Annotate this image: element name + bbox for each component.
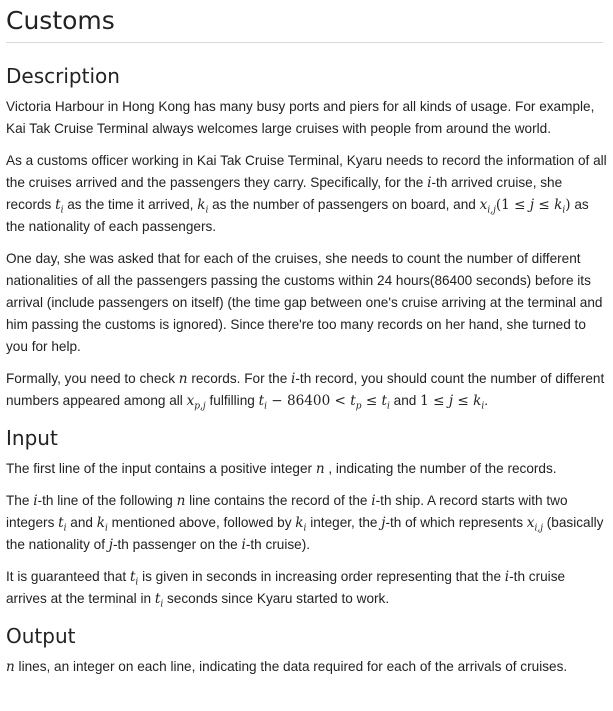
description-paragraph-2: As a customs officer working in Kai Tak Cruise Terminal, Kyaru needs to record the information of all the cruises arrived and the passengers they carry. Specifically, for the i-th arrived cruise, she records $t_i$ as the time it arrived, $k_i$ as the number of passengers on board, and $x_{i,j}(1 \le j \le k_i)$ as the nationality of each passengers. [6, 153, 607, 234]
input-paragraph-3: It is guaranteed that $t_i$ is given in seconds in increasing order representing that the i-th cruise arrives at the terminal in $t_i$ seconds since Kyaru started to work. [6, 569, 566, 610]
description-paragraph-1: Victoria Harbour in Hong Kong has many busy ports and piers for all kinds of usage. For example, Kai Tak Cruise Terminal always welcomes large cruises with people from around the world. [6, 99, 595, 136]
description-heading: Description [6, 64, 120, 88]
page-title: Customs [6, 0, 603, 43]
input-paragraph-1: The first line of the input contains a positive integer n , indicating the number of the records. [6, 461, 557, 477]
output-heading: Output [6, 624, 76, 648]
description-paragraph-4: Formally, you need to check n records. For the i-th record, you should count the number of different numbers appeared among all $x_{p,j}$ fulfilling $t_i - 86400 < t_p \le t_i$ and $1 \le j \le k_i$. [6, 371, 605, 412]
input-heading: Input [6, 426, 58, 450]
input-paragraph-2: The i-th line of the following n line contains the record of the i-th ship. A record starts with two integers $t_i$ and $k_i$ mentioned above, followed by $k_i$ integer, the j-th of which represents $x_{i,j}$ (basically the nationality of j-th passenger on the i-th cruise). [6, 493, 604, 553]
description-paragraph-3: One day, she was asked that for each of the cruises, she needs to count the number of different nationalities of all the passengers passing the customs within 24 hours(86400 seconds) before its arrival (include passengers on itself) (the time gap between one's cruise arriving at the terminal and him passing the customs is ignored). Since there're too many records on her hand, she turned to you for help. [6, 251, 603, 354]
output-paragraph-1: n lines, an integer on each line, indicating the data required for each of the arrivals of cruises. [6, 659, 568, 675]
